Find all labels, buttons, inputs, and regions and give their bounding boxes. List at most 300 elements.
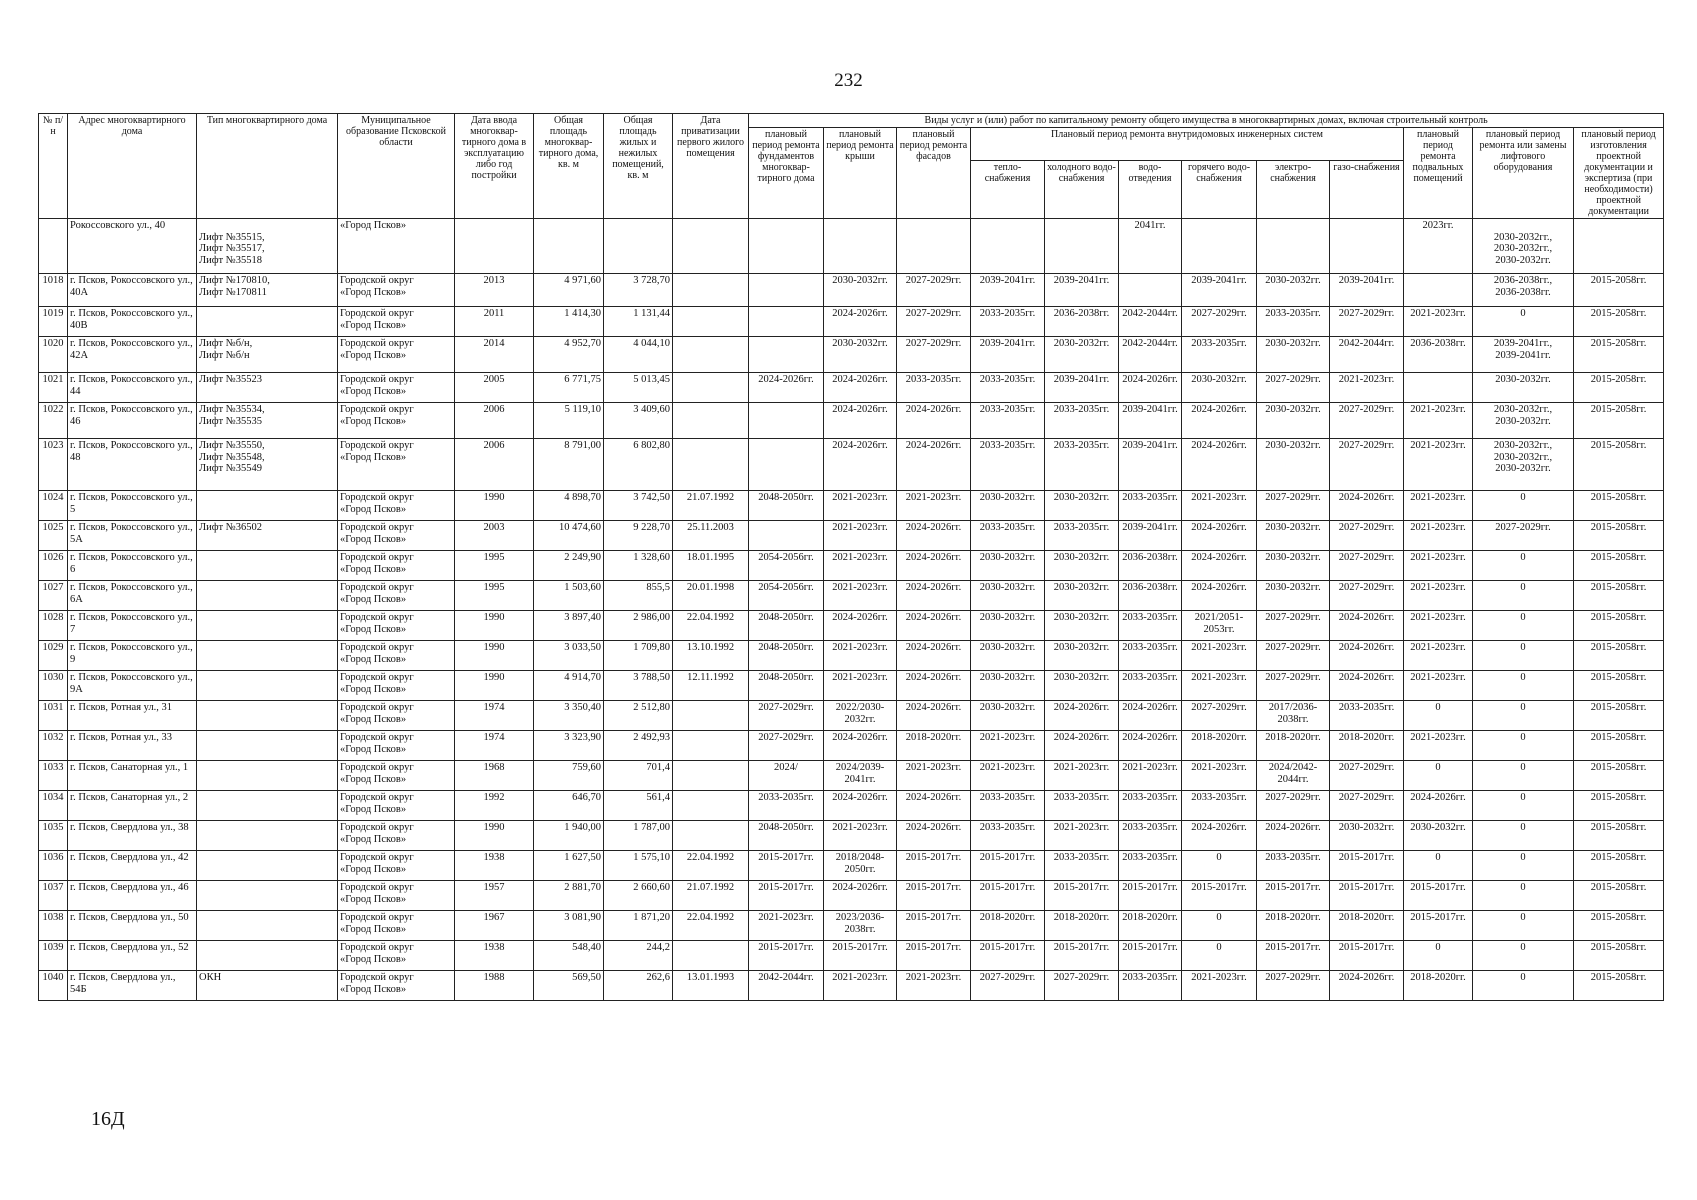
cell-docs: 2015-2058гг. xyxy=(1574,791,1664,821)
cell-gas: 2015-2017гг. xyxy=(1330,941,1404,971)
cell-hot: 2024-2026гг. xyxy=(1182,403,1257,439)
cell-line: 2030-2032гг., xyxy=(1493,440,1553,451)
cell-area: 3 897,40 xyxy=(534,611,604,641)
cell-municipality xyxy=(338,337,455,373)
cell-priv: 25.11.2003 xyxy=(673,521,749,551)
cell-area: 4 971,60 xyxy=(534,274,604,307)
cell-line: Лифт №36502 xyxy=(199,522,263,533)
cell-found: 2027-2029гг. xyxy=(749,701,824,731)
cell-roof: 2024-2026гг. xyxy=(824,731,897,761)
cell-cold: 2033-2035гг. xyxy=(1045,403,1119,439)
cell-num: 1025 xyxy=(39,521,68,551)
cell-facade: 2021-2023гг. xyxy=(897,971,971,1001)
cell-municipality xyxy=(338,551,455,581)
cell-date: 1990 xyxy=(455,491,534,521)
cell-cold: 2039-2041гг. xyxy=(1045,373,1119,403)
cell-elevator xyxy=(1473,373,1574,403)
cell-line: «Город Псков» xyxy=(340,286,407,298)
cell-priv: 20.01.1998 xyxy=(673,581,749,611)
cell-facade: 2024-2026гг. xyxy=(897,821,971,851)
cell-priv xyxy=(673,439,749,491)
cell-living: 2 660,60 xyxy=(604,881,673,911)
cell-elec: 2024-2026гг. xyxy=(1257,821,1330,851)
cell-house-type xyxy=(197,731,338,761)
cell-roof xyxy=(824,219,897,274)
cell-address: г. Псков, Рокоссовского ул., 9А xyxy=(68,671,197,701)
cell-gas: 2024-2026гг. xyxy=(1330,491,1404,521)
cell-num: 1035 xyxy=(39,821,68,851)
cell-roof: 2021-2023гг. xyxy=(824,971,897,1001)
cell-line: Городской округ xyxy=(340,308,414,319)
cell-hot: 2021/2051-2053гг. xyxy=(1182,611,1257,641)
cell-num: 1039 xyxy=(39,941,68,971)
cell-elevator xyxy=(1473,671,1574,701)
cell-priv xyxy=(673,941,749,971)
cell-date: 1967 xyxy=(455,911,534,941)
cell-cold: 2036-2038гг. xyxy=(1045,307,1119,337)
cell-house-type xyxy=(197,881,338,911)
cell-priv xyxy=(673,791,749,821)
cell-living: 9 228,70 xyxy=(604,521,673,551)
cell-gas: 2027-2029гг. xyxy=(1330,521,1404,551)
cell-line: Городской округ xyxy=(340,492,414,503)
cell-address: г. Псков, Рокоссовского ул., 5А xyxy=(68,521,197,551)
cell-line: Городской округ xyxy=(340,642,414,653)
cell-facade: 2024-2026гг. xyxy=(897,701,971,731)
cell-date: 1974 xyxy=(455,701,534,731)
cell-drain: 2036-2038гг. xyxy=(1119,551,1182,581)
cell-municipality xyxy=(338,821,455,851)
col-living-area: Общая площадь жилых и нежилых помещений, кв. м xyxy=(604,114,673,219)
cell-house-type xyxy=(197,439,338,491)
col-gas: газо-снабжения xyxy=(1330,160,1404,218)
table-row xyxy=(39,821,1664,851)
cell-elec: 2018-2020гг. xyxy=(1257,911,1330,941)
cell-cold: 2033-2035гг. xyxy=(1045,439,1119,491)
cell-elevator xyxy=(1473,219,1574,274)
cell-drain: 2036-2038гг. xyxy=(1119,581,1182,611)
cell-base: 2024-2026гг. xyxy=(1404,791,1473,821)
cell-living: 244,2 xyxy=(604,941,673,971)
cell-elevator xyxy=(1473,731,1574,761)
cell-base: 2015-2017гг. xyxy=(1404,881,1473,911)
cell-line: «Город Псков» xyxy=(340,683,407,695)
cell-roof: 2021-2023гг. xyxy=(824,671,897,701)
cell-line: Городской округ xyxy=(340,374,414,385)
cell-municipality xyxy=(338,671,455,701)
cell-drain: 2033-2035гг. xyxy=(1119,641,1182,671)
cell-line: «Город Псков» xyxy=(340,503,407,515)
cell-base: 2018-2020гг. xyxy=(1404,971,1473,1001)
cell-num: 1037 xyxy=(39,881,68,911)
cell-line: 0 xyxy=(1520,942,1526,953)
cell-line: «Город Псков» xyxy=(340,623,407,635)
cell-roof: 2030-2032гг. xyxy=(824,337,897,373)
cell-address: г. Псков, Рокоссовского ул., 40А xyxy=(68,274,197,307)
cell-line: «Город Псков» xyxy=(340,743,407,755)
cell-area: 8 791,00 xyxy=(534,439,604,491)
cell-found: 2054-2056гг. xyxy=(749,581,824,611)
cell-drain: 2033-2035гг. xyxy=(1119,851,1182,881)
cell-line: Городской округ xyxy=(340,612,414,623)
cell-living: 701,4 xyxy=(604,761,673,791)
cell-living: 2 512,80 xyxy=(604,701,673,731)
col-basement: плановый период ремонта подвальных помещений xyxy=(1404,128,1473,219)
cell-cold: 2030-2032гг. xyxy=(1045,611,1119,641)
cell-hot: 2030-2032гг. xyxy=(1182,373,1257,403)
cell-line: 0 xyxy=(1520,642,1526,653)
cell-date: 2003 xyxy=(455,521,534,551)
cell-base: 2021-2023гг. xyxy=(1404,521,1473,551)
cell-line: Городской округ xyxy=(340,852,414,863)
cell-hot: 2024-2026гг. xyxy=(1182,521,1257,551)
cell-area: 1 503,60 xyxy=(534,581,604,611)
cell-elec: 2015-2017гг. xyxy=(1257,941,1330,971)
cell-line: Лифт №35523 xyxy=(199,374,263,385)
table-row xyxy=(39,581,1664,611)
cell-gas: 2015-2017гг. xyxy=(1330,881,1404,911)
cell-living: 5 013,45 xyxy=(604,373,673,403)
cell-hot: 2039-2041гг. xyxy=(1182,274,1257,307)
cell-living: 4 044,10 xyxy=(604,337,673,373)
cell-elevator xyxy=(1473,851,1574,881)
cell-area: 759,60 xyxy=(534,761,604,791)
cell-priv: 22.04.1992 xyxy=(673,911,749,941)
cell-municipality xyxy=(338,611,455,641)
cell-roof: 2015-2017гг. xyxy=(824,941,897,971)
cell-line: «Город Псков» xyxy=(340,220,407,231)
table-row xyxy=(39,491,1664,521)
cell-hot: 0 xyxy=(1182,941,1257,971)
cell-address: г. Псков, Рокоссовского ул., 44 xyxy=(68,373,197,403)
cell-base: 2021-2023гг. xyxy=(1404,307,1473,337)
cell-base xyxy=(1404,274,1473,307)
cell-line: 0 xyxy=(1520,762,1526,773)
cell-priv: 13.10.1992 xyxy=(673,641,749,671)
cell-address: г. Псков, Рокоссовского ул., 7 xyxy=(68,611,197,641)
cell-date: 1990 xyxy=(455,641,534,671)
col-municipality: Муниципальное образование Псковской области xyxy=(338,114,455,219)
cell-line: «Город Псков» xyxy=(340,415,407,427)
cell-line: Лифт №170811 xyxy=(199,286,267,298)
cell-line: Городской округ xyxy=(340,552,414,563)
cell-municipality xyxy=(338,219,455,274)
cell-facade: 2024-2026гг. xyxy=(897,791,971,821)
cell-docs: 2015-2058гг. xyxy=(1574,971,1664,1001)
cell-cold: 2033-2035гг. xyxy=(1045,851,1119,881)
cell-gas: 2024-2026гг. xyxy=(1330,641,1404,671)
cell-date: 1995 xyxy=(455,551,534,581)
cell-address: г. Псков, Рокоссовского ул., 6А xyxy=(68,581,197,611)
cell-living: 3 788,50 xyxy=(604,671,673,701)
cell-elec: 2030-2032гг. xyxy=(1257,337,1330,373)
cell-line: 0 xyxy=(1520,492,1526,503)
cell-elevator xyxy=(1473,941,1574,971)
cell-date: 2011 xyxy=(455,307,534,337)
cell-priv: 18.01.1995 xyxy=(673,551,749,581)
cell-heat: 2021-2023гг. xyxy=(971,761,1045,791)
cell-found: 2015-2017гг. xyxy=(749,881,824,911)
cell-drain: 2033-2035гг. xyxy=(1119,791,1182,821)
cell-living: 1 328,60 xyxy=(604,551,673,581)
cell-docs: 2015-2058гг. xyxy=(1574,491,1664,521)
cell-priv xyxy=(673,307,749,337)
cell-line: Лифт №170810, xyxy=(199,275,270,286)
cell-house-type xyxy=(197,521,338,551)
cell-roof: 2023/2036-2038гг. xyxy=(824,911,897,941)
cell-num: 1022 xyxy=(39,403,68,439)
cell-priv xyxy=(673,821,749,851)
cell-area: 6 771,75 xyxy=(534,373,604,403)
table-row xyxy=(39,521,1664,551)
cell-elec: 2027-2029гг. xyxy=(1257,671,1330,701)
cell-area: 3 350,40 xyxy=(534,701,604,731)
cell-num: 1031 xyxy=(39,701,68,731)
cell-base: 2036-2038гг. xyxy=(1404,337,1473,373)
cell-facade: 2015-2017гг. xyxy=(897,881,971,911)
cell-address: г. Псков, Рокоссовского ул., 42А xyxy=(68,337,197,373)
cell-line: 2030-2032гг., xyxy=(1493,231,1553,243)
cell-line: 2030-2032гг. xyxy=(1495,415,1551,427)
cell-facade: 2024-2026гг. xyxy=(897,521,971,551)
cell-line: 0 xyxy=(1520,552,1526,563)
cell-found: 2048-2050гг. xyxy=(749,641,824,671)
cell-line: «Город Псков» xyxy=(340,713,407,725)
cell-living: 1 787,00 xyxy=(604,821,673,851)
page-number: 232 xyxy=(834,70,863,91)
cell-docs: 2015-2058гг. xyxy=(1574,671,1664,701)
cell-address: г. Псков, Свердлова ул., 46 xyxy=(68,881,197,911)
cell-heat: 2033-2035гг. xyxy=(971,821,1045,851)
cell-elec: 2024/2042-2044гг. xyxy=(1257,761,1330,791)
cell-date: 1974 xyxy=(455,731,534,761)
cell-gas: 2027-2029гг. xyxy=(1330,307,1404,337)
cell-found xyxy=(749,337,824,373)
cell-cold: 2030-2032гг. xyxy=(1045,491,1119,521)
cell-facade: 2024-2026гг. xyxy=(897,551,971,581)
cell-found xyxy=(749,219,824,274)
cell-priv xyxy=(673,274,749,307)
cell-drain: 2033-2035гг. xyxy=(1119,611,1182,641)
cell-municipality xyxy=(338,491,455,521)
cell-municipality xyxy=(338,881,455,911)
cell-date: 2005 xyxy=(455,373,534,403)
cell-facade: 2021-2023гг. xyxy=(897,761,971,791)
cell-line: Городской округ xyxy=(340,732,414,743)
table-row xyxy=(39,439,1664,491)
cell-municipality xyxy=(338,851,455,881)
cell-address: г. Псков, Санаторная ул., 2 xyxy=(68,791,197,821)
cell-gas: 2021-2023гг. xyxy=(1330,373,1404,403)
cell-found xyxy=(749,307,824,337)
cell-address: г. Псков, Свердлова ул., 42 xyxy=(68,851,197,881)
cell-roof: 2021-2023гг. xyxy=(824,521,897,551)
cell-drain: 2033-2035гг. xyxy=(1119,491,1182,521)
cell-living xyxy=(604,219,673,274)
cell-priv xyxy=(673,337,749,373)
cell-municipality xyxy=(338,581,455,611)
table-row xyxy=(39,971,1664,1001)
table-row xyxy=(39,551,1664,581)
cell-line: 0 xyxy=(1520,582,1526,593)
cell-line: Лифт №б/н xyxy=(199,349,250,361)
cell-elec xyxy=(1257,219,1330,274)
cell-cold: 2033-2035гг. xyxy=(1045,791,1119,821)
cell-facade: 2024-2026гг. xyxy=(897,581,971,611)
cell-drain: 2021-2023гг. xyxy=(1119,761,1182,791)
cell-line: «Город Псков» xyxy=(340,593,407,605)
cell-line: «Город Псков» xyxy=(340,953,407,965)
cell-cold: 2030-2032гг. xyxy=(1045,581,1119,611)
cell-priv: 12.11.1992 xyxy=(673,671,749,701)
cell-base: 2021-2023гг. xyxy=(1404,403,1473,439)
cell-line: Городской округ xyxy=(340,522,414,533)
cell-heat: 2030-2032гг. xyxy=(971,611,1045,641)
cell-elec: 2030-2032гг. xyxy=(1257,439,1330,491)
cell-elevator xyxy=(1473,551,1574,581)
cell-heat: 2015-2017гг. xyxy=(971,851,1045,881)
cell-elec: 2027-2029гг. xyxy=(1257,641,1330,671)
cell-elevator xyxy=(1473,439,1574,491)
cell-date: 2006 xyxy=(455,403,534,439)
cell-heat xyxy=(971,219,1045,274)
cell-facade xyxy=(897,219,971,274)
cell-line: Городской округ xyxy=(340,702,414,713)
cell-house-type xyxy=(197,611,338,641)
cell-area: 1 414,30 xyxy=(534,307,604,337)
cell-gas: 2018-2020гг. xyxy=(1330,731,1404,761)
cell-hot: 2021-2023гг. xyxy=(1182,641,1257,671)
cell-date: 1995 xyxy=(455,581,534,611)
cell-priv xyxy=(673,701,749,731)
cell-base: 2021-2023гг. xyxy=(1404,671,1473,701)
cell-date: 2006 xyxy=(455,439,534,491)
cell-base: 2021-2023гг. xyxy=(1404,731,1473,761)
cell-line: 0 xyxy=(1520,792,1526,803)
cell-house-type xyxy=(197,821,338,851)
cell-elevator xyxy=(1473,791,1574,821)
cell-gas: 2027-2029гг. xyxy=(1330,791,1404,821)
cell-heat: 2030-2032гг. xyxy=(971,671,1045,701)
cell-hot: 2018-2020гг. xyxy=(1182,731,1257,761)
cell-line: «Город Псков» xyxy=(340,863,407,875)
cell-found: 2015-2017гг. xyxy=(749,941,824,971)
table-row xyxy=(39,337,1664,373)
col-address: Адрес многоквартирного дома xyxy=(68,114,197,219)
cell-line: 2030-2032гг. xyxy=(1495,254,1551,266)
cell-line: «Город Псков» xyxy=(340,923,407,935)
cell-roof: 2024-2026гг. xyxy=(824,307,897,337)
cell-drain: 2039-2041гг. xyxy=(1119,403,1182,439)
cell-elevator xyxy=(1473,491,1574,521)
cell-municipality xyxy=(338,521,455,551)
table-row xyxy=(39,701,1664,731)
cell-heat: 2021-2023гг. xyxy=(971,731,1045,761)
cell-hot: 2024-2026гг. xyxy=(1182,581,1257,611)
cell-line: «Город Псков» xyxy=(340,833,407,845)
cell-elec: 2027-2029гг. xyxy=(1257,791,1330,821)
cell-num: 1023 xyxy=(39,439,68,491)
cell-line: Лифт №35534, xyxy=(199,404,265,415)
cell-num xyxy=(39,219,68,274)
cell-priv xyxy=(673,761,749,791)
cell-area: 4 898,70 xyxy=(534,491,604,521)
cell-cold: 2024-2026гг. xyxy=(1045,731,1119,761)
cell-municipality xyxy=(338,791,455,821)
cell-elevator xyxy=(1473,521,1574,551)
cell-line: 0 xyxy=(1520,912,1526,923)
cell-base: 2021-2023гг. xyxy=(1404,491,1473,521)
cell-roof: 2022/2030-2032гг. xyxy=(824,701,897,731)
cell-drain: 2024-2026гг. xyxy=(1119,701,1182,731)
cell-line: «Город Псков» xyxy=(340,385,407,397)
cell-line: «Город Псков» xyxy=(340,803,407,815)
col-works-group: Виды услуг и (или) работ по капитальному ремонту общего имущества в многоквартирных домах, включая строительный контроль xyxy=(749,114,1664,128)
cell-line: 2039-2041гг., xyxy=(1493,338,1553,349)
cell-area: 569,50 xyxy=(534,971,604,1001)
cell-line: 0 xyxy=(1520,612,1526,623)
cell-municipality xyxy=(338,274,455,307)
cell-line: Городской округ xyxy=(340,762,414,773)
cell-line xyxy=(199,220,335,232)
cell-house-type xyxy=(197,971,338,1001)
cell-elevator xyxy=(1473,971,1574,1001)
cell-municipality xyxy=(338,941,455,971)
cell-area: 4 914,70 xyxy=(534,671,604,701)
cell-facade: 2024-2026гг. xyxy=(897,641,971,671)
cell-hot xyxy=(1182,219,1257,274)
cell-cold: 2021-2023гг. xyxy=(1045,761,1119,791)
cell-num: 1036 xyxy=(39,851,68,881)
cell-line: Городской округ xyxy=(340,672,414,683)
cell-docs: 2015-2058гг. xyxy=(1574,551,1664,581)
cell-num: 1018 xyxy=(39,274,68,307)
cell-date: 1968 xyxy=(455,761,534,791)
cell-house-type xyxy=(197,403,338,439)
cell-priv: 22.04.1992 xyxy=(673,851,749,881)
cell-line: Лифт №35518 xyxy=(199,254,263,266)
cell-municipality xyxy=(338,307,455,337)
cell-address: г. Псков, Свердлова ул., 50 xyxy=(68,911,197,941)
cell-facade: 2015-2017гг. xyxy=(897,911,971,941)
cell-cold: 2039-2041гг. xyxy=(1045,274,1119,307)
cell-date: 1992 xyxy=(455,791,534,821)
cell-line: Городской округ xyxy=(340,338,414,349)
cell-roof: 2021-2023гг. xyxy=(824,821,897,851)
cell-municipality xyxy=(338,701,455,731)
cell-found: 2048-2050гг. xyxy=(749,491,824,521)
cell-line: 0 xyxy=(1520,672,1526,683)
cell-gas: 2027-2029гг. xyxy=(1330,581,1404,611)
cell-docs xyxy=(1574,219,1664,274)
cell-hot: 2027-2029гг. xyxy=(1182,701,1257,731)
cell-cold: 2030-2032гг. xyxy=(1045,641,1119,671)
cell-priv: 22.04.1992 xyxy=(673,611,749,641)
cell-line: 2036-2038гг., xyxy=(1493,275,1553,286)
cell-hot: 2027-2029гг. xyxy=(1182,307,1257,337)
cell-facade: 2015-2017гг. xyxy=(897,941,971,971)
cell-address: г. Псков, Свердлова ул., 52 xyxy=(68,941,197,971)
cell-found xyxy=(749,521,824,551)
cell-house-type xyxy=(197,307,338,337)
cell-municipality xyxy=(338,971,455,1001)
cell-cold: 2024-2026гг. xyxy=(1045,701,1119,731)
cell-line: 0 xyxy=(1520,702,1526,713)
cell-docs: 2015-2058гг. xyxy=(1574,439,1664,491)
cell-num: 1028 xyxy=(39,611,68,641)
cell-area: 548,40 xyxy=(534,941,604,971)
cell-address: г. Псков, Рокоссовского ул., 40В xyxy=(68,307,197,337)
